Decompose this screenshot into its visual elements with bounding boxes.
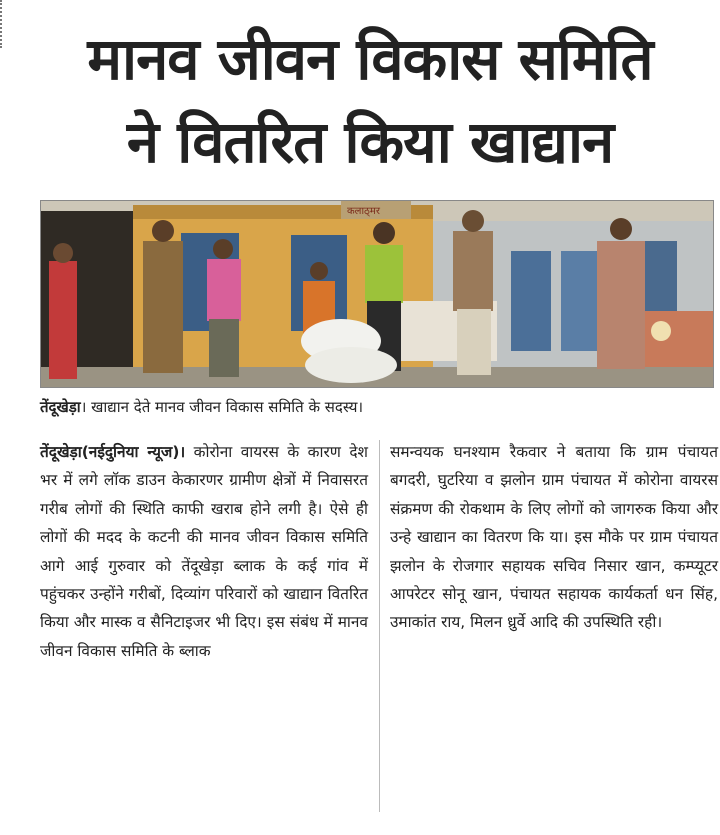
headline-line-2: ने वितरित किया खाद्यान (126, 108, 614, 176)
news-photo-illustration (41, 201, 713, 387)
article-column-1-body: कोरोना वायरस के कारण देश भर में लगे लॉक डाउन केकारणर ग्रामीण क्षेत्रों में निवासरत गरीब लोगों की स्थिति काफी खराब होने लगी है। ऐसे ही लोगों की मदद के कटनी की मानव जीवन विकास समिति आगे आई गुरुवार को तेंदूखेड़ा ब्लाक के कई गांव में पहुंचकर उन्होंने गरीबों, दिव्यांग परिवारों को खाद्यान वितरित किया और मास्क व सैनिटाइजर भी दिए। इस संबंध में मानव जीवन विकास समिति के ब्लाक (40, 443, 368, 660)
article-column-2-body: समन्वयक घनश्याम रैकवार ने बताया कि ग्राम पंचायत बगदरी, घुटरिया व झलोन ग्राम पंचायत में कोरोना वायरस संक्रमण की रोकथाम के लिए लोगों को जागरुक किया और उन्हे खाद्यान का वितरण कि या। इस मौके पर ग्राम पंचायत झलोन के रोजगार सहायक सचिव निसार खान, कम्प्यूटर आपरेटर सोनू खान, पंचायत सहायक कार्यकर्ता धन सिंह, उमाकांत राय, मिलन ध्रुर्वे आदि की उपस्थिति रही। (390, 443, 718, 632)
caption-dateline: तेंदूखेड़ा (40, 398, 81, 416)
caption-text: । खाद्यान देते मानव जीवन विकास समिति के सदस्य। (80, 398, 364, 416)
news-photo (40, 200, 714, 388)
article-column-1 (40, 438, 368, 665)
headline-line-1: मानव जीवन विकास समिति (87, 25, 653, 93)
cut-marks (0, 0, 14, 48)
headline (40, 16, 700, 182)
column-divider (379, 440, 380, 812)
photo-sign-text: कलाठ्मर (347, 206, 380, 217)
article-dateline: तेंदूखेड़ा(नईदुनिया न्यूज)। (40, 443, 186, 461)
photo-caption (40, 396, 712, 418)
article-column-2 (390, 438, 718, 637)
